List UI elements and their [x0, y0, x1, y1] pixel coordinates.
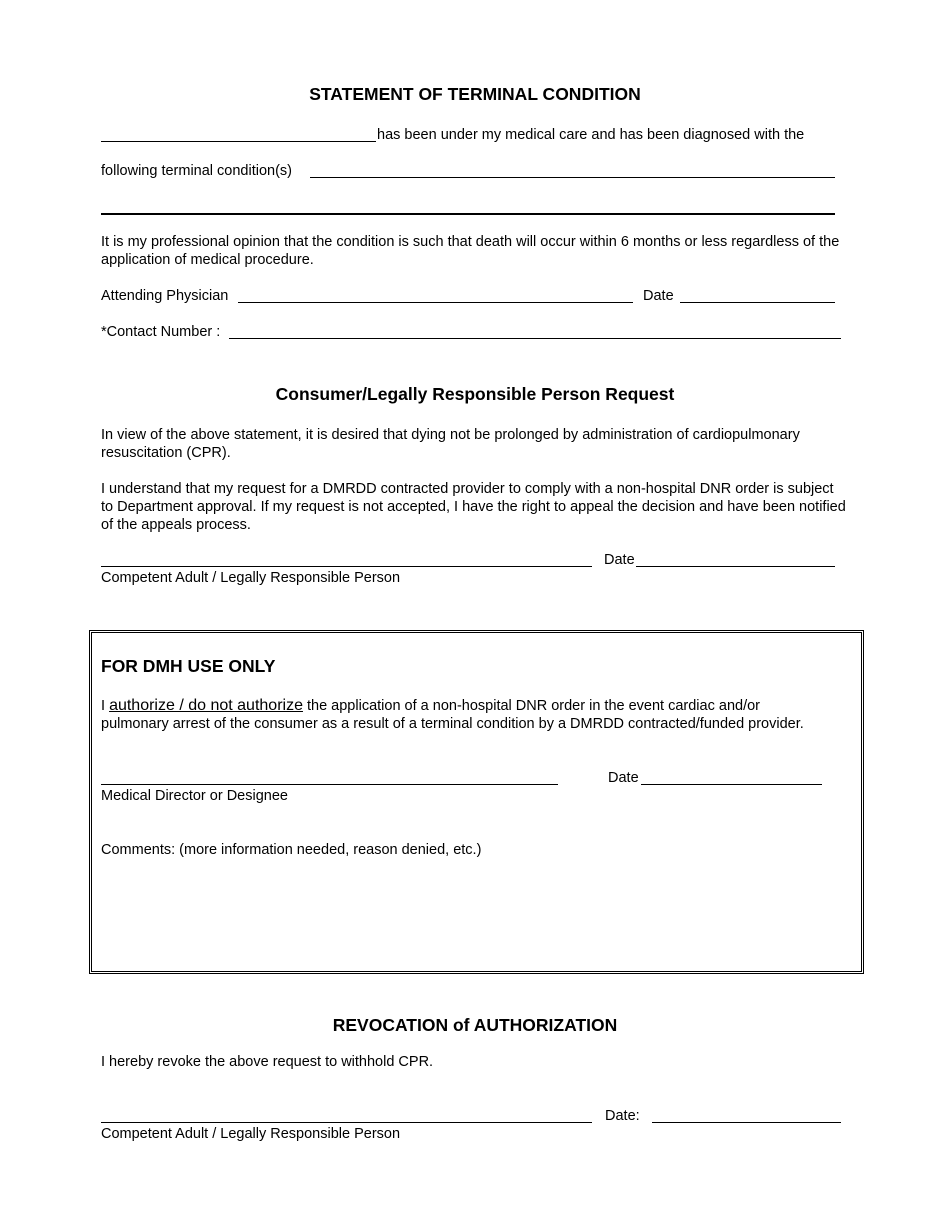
revocation-signer-label: Competent Adult / Legally Responsible Person — [101, 1126, 401, 1142]
terminal-title: STATEMENT OF TERMINAL CONDITION — [309, 84, 641, 104]
comments-area[interactable] — [101, 864, 841, 960]
consumer-date-line[interactable] — [636, 566, 835, 567]
physician-date-line[interactable] — [680, 302, 835, 303]
authorize-choice[interactable]: authorize / do not authorize — [109, 697, 303, 714]
physician-label: Attending Physician — [101, 288, 229, 304]
care-statement-text: has been under my medical care and has been diagnosed with the — [377, 127, 805, 143]
dmh-text-prefix: I — [101, 698, 110, 714]
dmh-title: FOR DMH USE ONLY — [101, 656, 276, 676]
revocation-text: I hereby revoke the above request to withhold CPR. — [101, 1054, 434, 1070]
comments-label: Comments: (more information needed, reason denied, etc.) — [101, 842, 482, 858]
condition-line-1[interactable] — [310, 177, 835, 178]
dmh-date-line[interactable] — [641, 784, 822, 785]
contact-number-line[interactable] — [229, 338, 841, 339]
consumer-signer-label: Competent Adult / Legally Responsible Person — [101, 570, 401, 586]
consumer-date-label: Date — [604, 552, 635, 568]
patient-name-line[interactable] — [101, 141, 376, 142]
consumer-para-2: I understand that my request for a DMRDD contracted provider to comply with a non-hospital DNR order is subject to Department approval. If my request is not accepted, I have the right to appeal the decision and have been notified of the appeals process. — [101, 481, 846, 533]
director-label: Medical Director or Designee — [101, 788, 288, 804]
dmh-text-rest: the application of a non-hospital DNR order in the event cardiac and/or pulmonary arrest of the consumer as a result of a terminal condition by a DMRDD contracted/funded provider. — [101, 698, 804, 732]
consumer-signature-line[interactable] — [101, 566, 592, 567]
consumer-title: Consumer/Legally Responsible Person Request — [275, 384, 675, 404]
dmh-authorization-text — [101, 697, 831, 733]
physician-date-label: Date — [643, 288, 674, 304]
physician-signature-line[interactable] — [238, 302, 633, 303]
consumer-para-1: In view of the above statement, it is desired that dying not be prolonged by administration of cardiopulmonary resuscitation (CPR). — [101, 427, 800, 461]
director-signature-line[interactable] — [101, 784, 558, 785]
condition-line-2[interactable] — [101, 213, 835, 215]
revocation-date-label: Date: — [605, 1108, 640, 1124]
revocation-title: REVOCATION of AUTHORIZATION — [332, 1015, 618, 1035]
dmh-date-label: Date — [608, 770, 639, 786]
revocation-signature-line[interactable] — [101, 1122, 592, 1123]
revocation-date-line[interactable] — [652, 1122, 841, 1123]
contact-label: *Contact Number : — [101, 324, 221, 340]
opinion-text: It is my professional opinion that the condition is such that death will occur within 6 months or less regardless of the application of medical procedure. — [101, 234, 840, 268]
condition-label: following terminal condition(s) — [101, 163, 292, 179]
